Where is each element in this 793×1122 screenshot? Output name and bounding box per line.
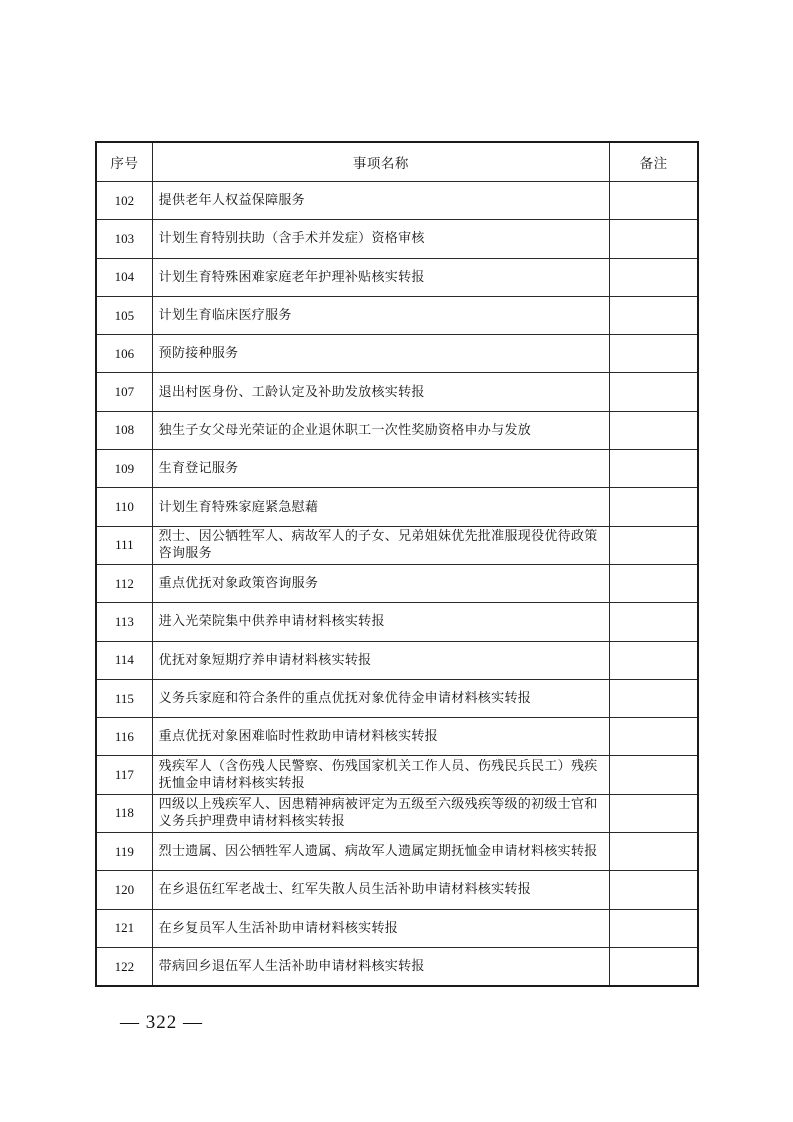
row-number: 102 (96, 182, 152, 220)
table-row (96, 564, 698, 602)
row-item-name: 优抚对象短期疗养申请材料核实转报 (152, 641, 610, 679)
table-row (96, 871, 698, 909)
row-note (610, 182, 698, 220)
row-note (610, 258, 698, 296)
row-item-name: 在乡退伍红军老战士、红军失散人员生活补助申请材料核实转报 (152, 871, 610, 909)
row-number: 108 (96, 411, 152, 449)
table-row (96, 947, 698, 986)
header-number: 序号 (96, 142, 152, 182)
row-item-name: 计划生育特别扶助（含手术并发症）资格审核 (152, 220, 610, 258)
row-item-name: 在乡复员军人生活补助申请材料核实转报 (152, 909, 610, 947)
row-number: 112 (96, 564, 152, 602)
row-number: 113 (96, 603, 152, 641)
row-note (610, 603, 698, 641)
row-number: 121 (96, 909, 152, 947)
row-number: 120 (96, 871, 152, 909)
row-note (610, 373, 698, 411)
row-number: 109 (96, 450, 152, 488)
row-note (610, 909, 698, 947)
header-name: 事项名称 (152, 142, 610, 182)
row-item-name: 烈士遗属、因公牺牲军人遗属、病故军人遗属定期抚恤金申请材料核实转报 (152, 833, 610, 871)
row-item-name: 四级以上残疾军人、因患精神病被评定为五级至六级残疾等级的初级士官和义务兵护理费申请材料核实转报 (152, 794, 610, 832)
table-row (96, 718, 698, 756)
row-number: 115 (96, 679, 152, 717)
row-item-name: 烈士、因公牺牲军人、病故军人的子女、兄弟姐妹优先批准服现役优待政策咨询服务 (152, 526, 610, 564)
row-number: 107 (96, 373, 152, 411)
table-row (96, 373, 698, 411)
row-note (610, 871, 698, 909)
table-row (96, 450, 698, 488)
row-number: 104 (96, 258, 152, 296)
row-number: 105 (96, 296, 152, 334)
table-row (96, 220, 698, 258)
row-note (610, 756, 698, 794)
row-note (610, 450, 698, 488)
row-item-name: 独生子女父母光荣证的企业退休职工一次性奖励资格申办与发放 (152, 411, 610, 449)
row-note (610, 679, 698, 717)
table-row (96, 411, 698, 449)
row-note (610, 220, 698, 258)
row-note (610, 794, 698, 832)
table-row (96, 296, 698, 334)
row-item-name: 生育登记服务 (152, 450, 610, 488)
table-row (96, 679, 698, 717)
row-item-name: 提供老年人权益保障服务 (152, 182, 610, 220)
row-item-name: 退出村医身份、工龄认定及补助发放核实转报 (152, 373, 610, 411)
table-row (96, 258, 698, 296)
row-number: 118 (96, 794, 152, 832)
row-number: 103 (96, 220, 152, 258)
table-row (96, 909, 698, 947)
row-item-name: 重点优抚对象政策咨询服务 (152, 564, 610, 602)
table-row (96, 756, 698, 794)
row-note (610, 564, 698, 602)
header-note: 备注 (610, 142, 698, 182)
row-item-name: 重点优抚对象困难临时性救助申请材料核实转报 (152, 718, 610, 756)
row-item-name: 计划生育特殊家庭紧急慰藉 (152, 488, 610, 526)
row-number: 116 (96, 718, 152, 756)
table-row (96, 641, 698, 679)
header-row (96, 142, 698, 182)
row-number: 111 (96, 526, 152, 564)
row-item-name: 预防接种服务 (152, 335, 610, 373)
row-note (610, 296, 698, 334)
table-row (96, 335, 698, 373)
table-row (96, 833, 698, 871)
row-number: 114 (96, 641, 152, 679)
row-item-name: 计划生育临床医疗服务 (152, 296, 610, 334)
row-number: 117 (96, 756, 152, 794)
row-item-name: 义务兵家庭和符合条件的重点优抚对象优待金申请材料核实转报 (152, 679, 610, 717)
table-row (96, 488, 698, 526)
row-note (610, 718, 698, 756)
row-item-name: 进入光荣院集中供养申请材料核实转报 (152, 603, 610, 641)
table-body (96, 182, 698, 987)
row-note (610, 641, 698, 679)
table-row (96, 603, 698, 641)
row-note (610, 526, 698, 564)
table-header (96, 142, 698, 182)
row-item-name: 残疾军人（含伤残人民警察、伤残国家机关工作人员、伤残民兵民工）残疾抚恤金申请材料核实转报 (152, 756, 610, 794)
page-number: — 322 — (120, 1012, 203, 1033)
row-note (610, 488, 698, 526)
table-row (96, 182, 698, 220)
row-number: 106 (96, 335, 152, 373)
row-number: 110 (96, 488, 152, 526)
row-note (610, 947, 698, 986)
table-row (96, 526, 698, 564)
row-note (610, 833, 698, 871)
row-number: 122 (96, 947, 152, 986)
row-note (610, 335, 698, 373)
services-table (95, 141, 699, 987)
row-item-name: 计划生育特殊困难家庭老年护理补贴核实转报 (152, 258, 610, 296)
row-note (610, 411, 698, 449)
table-row (96, 794, 698, 832)
row-item-name: 带病回乡退伍军人生活补助申请材料核实转报 (152, 947, 610, 986)
row-number: 119 (96, 833, 152, 871)
